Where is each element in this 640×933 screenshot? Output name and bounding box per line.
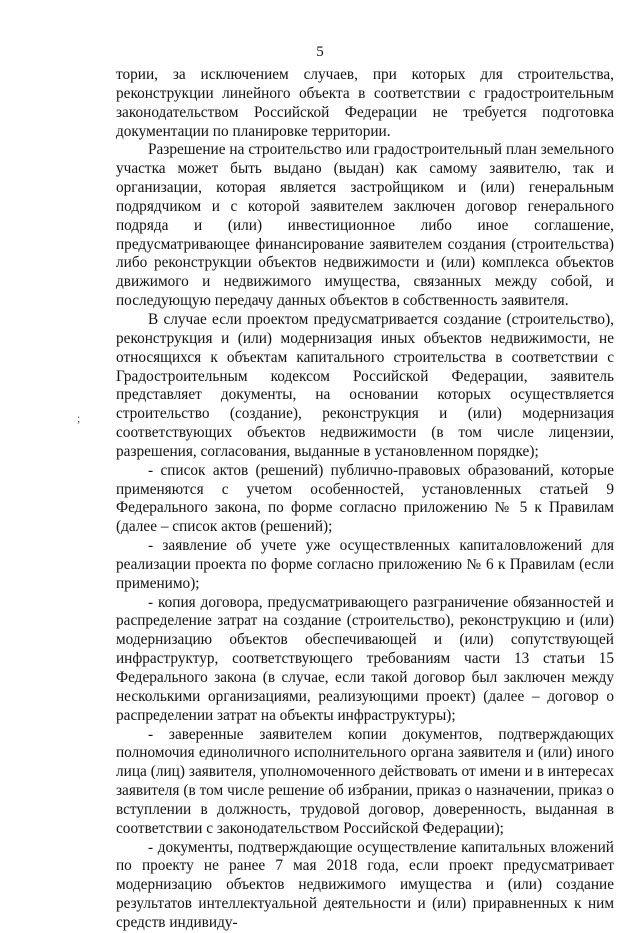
- paragraph-5: - заявление об учете уже осуществленных капиталовложений для реализации проекта по форме согласно приложению № 6 к Правилам (если применимо);: [116, 537, 614, 592]
- document-body: [116, 66, 614, 933]
- paragraph-4: - список актов (решений) публично-правовых образований, которые применяются с учетом особенностей, установленных статьей 9 Федерального закона, по форме согласно приложению № 5 к Правилам (далее – список актов (решений);: [116, 461, 614, 536]
- paragraph-2: Разрешение на строительство или градостроительный план земельного участка может быть выдано (выдан) как самому заявителю, так и организации, которая является застройщиком и (или) генеральным подрядчиком и с которой заявителем заключен договор генерального подряда и (или) инвестиционное либо иное соглашение, предусматривающее финансирование заявителем создания (строительства) либо реконструкции объектов недвижимости и (или) комплекса объектов движимого и недвижимого имущества, связанных между собой, и последующую передачу данных объектов в собственность заявителя.: [116, 141, 614, 310]
- paragraph-8: - документы, подтверждающие осуществление капитальных вложений по проекту не ранее 7 мая 2018 года, если проект предусматривает модернизацию объектов недвижимого имущества и (или) создание результатов интеллектуальной деятельности и (или) приравненных к ним средств индивиду-: [116, 838, 614, 931]
- paragraph-6: - копия договора, предусматривающего разграничение обязанностей и распределение затрат на создание (строительство), реконструкцию и (или) модернизацию объектов обеспечивающей и (или) сопутствующей инфраструктур, соответствующего требованиям части 13 статьи 15 Федерального закона (в случае, если такой договор был заключен между несколькими организациями, реализующими проект) (далее – договор о распределении затрат на объекты инфраструктуры);: [116, 593, 614, 724]
- page-number: 5: [316, 44, 324, 60]
- paragraph-1: тории, за исключением случаев, при которых для строительства, реконструкции линейного объекта в соответствии с градостроительным законодательством Российской Федерации не требуется подготовка документации по планировке территории.: [116, 66, 614, 140]
- paragraph-7: - заверенные заявителем копии документов, подтверждающих полномочия единоличного исполнительного органа заявителя и (или) иного лица (лиц) заявителя, уполномоченного действовать от имени и в интересах заявителя (в том числе решение об избрании, приказ о назначении, приказ о вступлении в должность, трудовой договор, доверенность, выданная в соответствии с законодательством Российской Федерации);: [116, 725, 614, 837]
- margin-mark: ;: [77, 411, 81, 425]
- paragraph-3: В случае если проектом предусматривается создание (строительство), реконструкция и (или) модернизация иных объектов недвижимости, не относящихся к объектам капитального строительства в соответствии с Градостроительным кодексом Российской Федерации, заявитель представляет документы, на основании которых осуществляется строительство (создание), реконструкция и (или) модернизация соответствующих объектов недвижимости (в том числе лицензии, разрешения, согласования, выданные в установленном порядке);: [116, 310, 614, 460]
